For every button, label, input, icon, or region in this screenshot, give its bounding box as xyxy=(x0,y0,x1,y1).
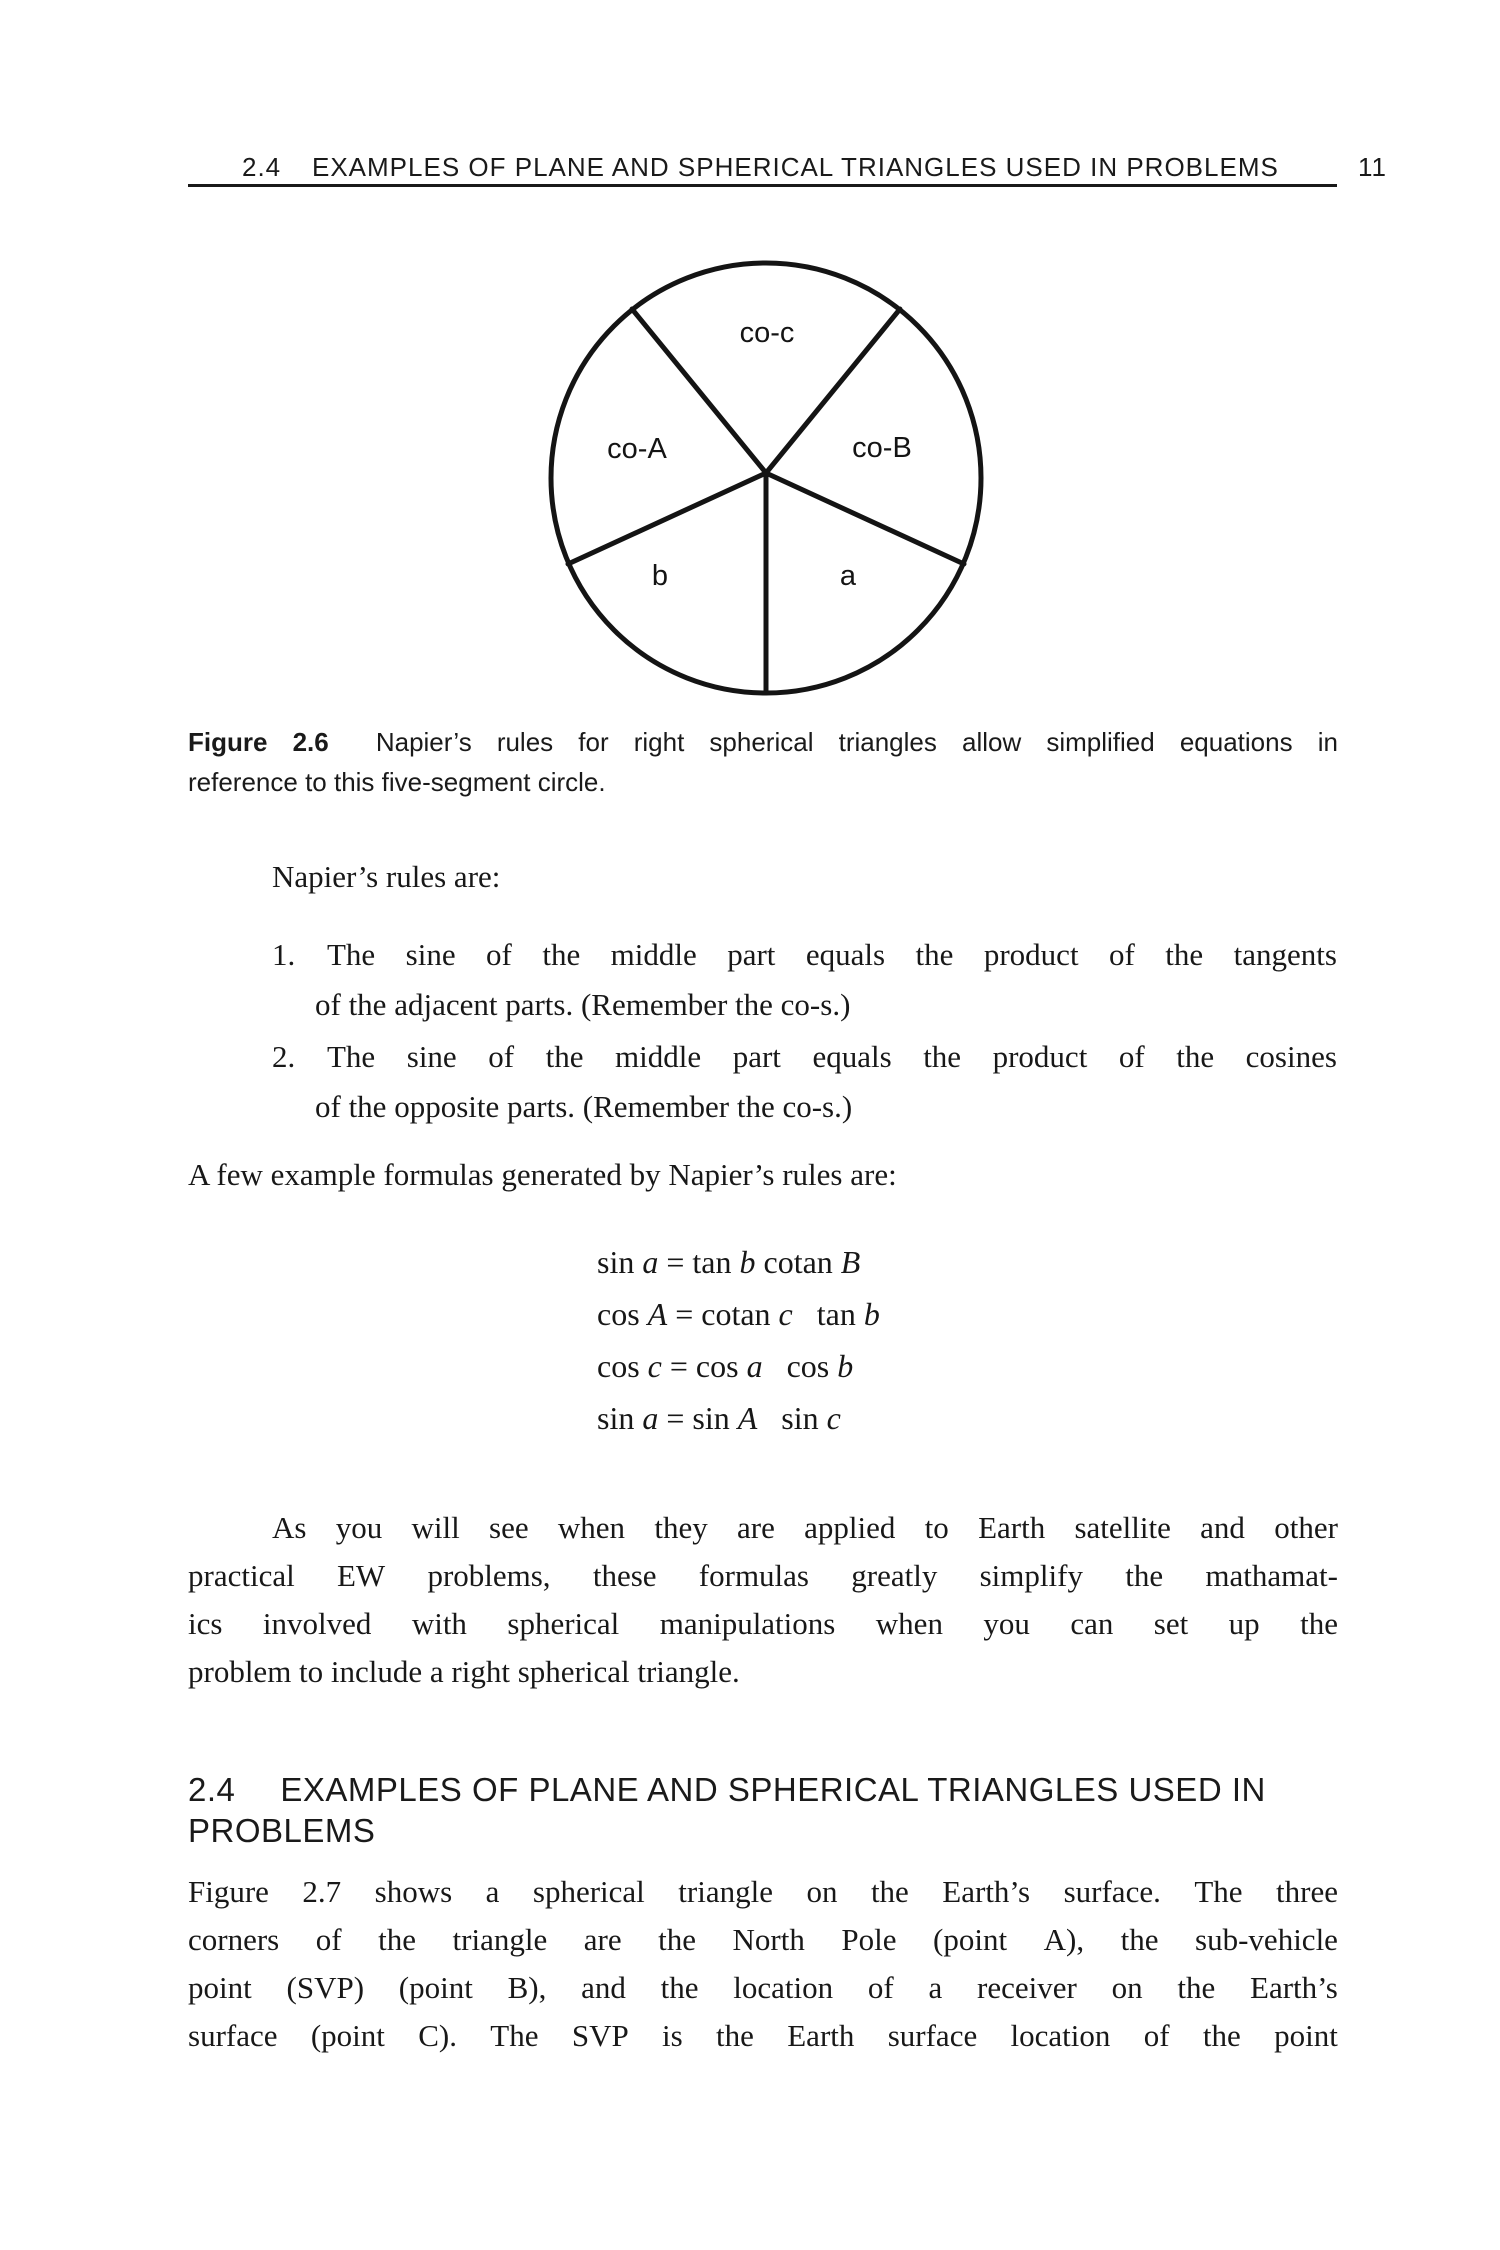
napier-rules-intro: Napier’s rules are: xyxy=(272,859,501,894)
formula-2: cos A = cotan c tan b xyxy=(597,1296,880,1332)
figure-caption xyxy=(188,722,1338,802)
header-rule xyxy=(188,184,1337,187)
rule-item-2 xyxy=(272,1032,1337,1132)
formula-3: cos c = cos a cos b xyxy=(597,1348,854,1384)
paragraph-applications-line-3: ics involved with spherical manipulations when you can set up the xyxy=(188,1606,1338,1641)
paragraph-figure27 xyxy=(188,1868,1338,2060)
formulas-intro: A few example formulas generated by Napier’s rules are: xyxy=(188,1157,897,1192)
section-heading-title-part-1: EXAMPLES OF PLANE AND SPHERICAL TRIANGLES USED IN xyxy=(280,1771,1266,1808)
formula-1: sin a = tan b cotan B xyxy=(597,1244,861,1280)
section-heading-line-2: PROBLEMS xyxy=(188,1812,376,1849)
figure-caption-line-1: Figure 2.6 Napier’s rules for right spherical triangles allow simplified equations in xyxy=(188,727,1338,757)
segment-label-a: a xyxy=(839,560,857,592)
rule-1-line-1: The sine of the middle part equals the product of the tangents xyxy=(327,937,1337,972)
paragraph-figure27-line-3: point (SVP) (point B), and the location of a receiver on the Earth’s xyxy=(188,1970,1338,2005)
segment-label-b: b xyxy=(651,560,669,592)
segment-label-co-c: co-c xyxy=(739,317,795,349)
segment-label-co-A: co-A xyxy=(607,433,667,465)
napier-circle-figure xyxy=(526,238,1006,718)
circle-diagram xyxy=(526,238,1006,718)
figure-caption-line-2: reference to this five-segment circle. xyxy=(188,767,606,797)
formula-4: sin a = sin A sin c xyxy=(597,1400,841,1436)
formula-block xyxy=(597,1236,880,1444)
section-heading-number: 2.4 xyxy=(188,1771,236,1808)
rule-item-1 xyxy=(272,930,1337,1030)
segment-label-co-B: co-B xyxy=(852,432,912,464)
spoke-lower-right xyxy=(766,473,964,564)
rule-1-line-2: of the adjacent parts. (Remember the co-s.) xyxy=(315,987,851,1022)
paragraph-figure27-line-4: surface (point C). The SVP is the Earth surface location of the point xyxy=(188,2018,1338,2053)
rule-1-number: 1. xyxy=(272,937,296,972)
paragraph-applications xyxy=(188,1504,1338,1696)
rule-2-number: 2. xyxy=(272,1039,296,1074)
spoke-lower-left xyxy=(568,473,766,564)
paragraph-applications-line-2: practical EW problems, these formulas greatly simplify the mathamat- xyxy=(188,1558,1338,1593)
page-number: 11 xyxy=(1358,152,1387,182)
paragraph-figure27-line-2: corners of the triangle are the North Pole (point A), the sub-vehicle xyxy=(188,1922,1338,1957)
paragraph-applications-line-1: As you will see when they are applied to Earth satellite and other xyxy=(272,1510,1338,1545)
paragraph-applications-line-4: problem to include a right spherical triangle. xyxy=(188,1654,740,1689)
paragraph-figure27-line-1: Figure 2.7 shows a spherical triangle on the Earth’s surface. The three xyxy=(188,1874,1338,1909)
section-heading-line-1 xyxy=(188,1769,1338,1810)
running-head-section-number: 2.4 xyxy=(242,152,282,182)
rule-2-line-1: The sine of the middle part equals the product of the cosines xyxy=(327,1039,1337,1074)
running-head-title: EXAMPLES OF PLANE AND SPHERICAL TRIANGLES USED IN PROBLEMS xyxy=(312,152,1279,182)
section-heading xyxy=(188,1769,1338,1851)
segment-spokes xyxy=(568,309,964,693)
rule-2-line-2: of the opposite parts. (Remember the co-s.) xyxy=(315,1089,853,1124)
